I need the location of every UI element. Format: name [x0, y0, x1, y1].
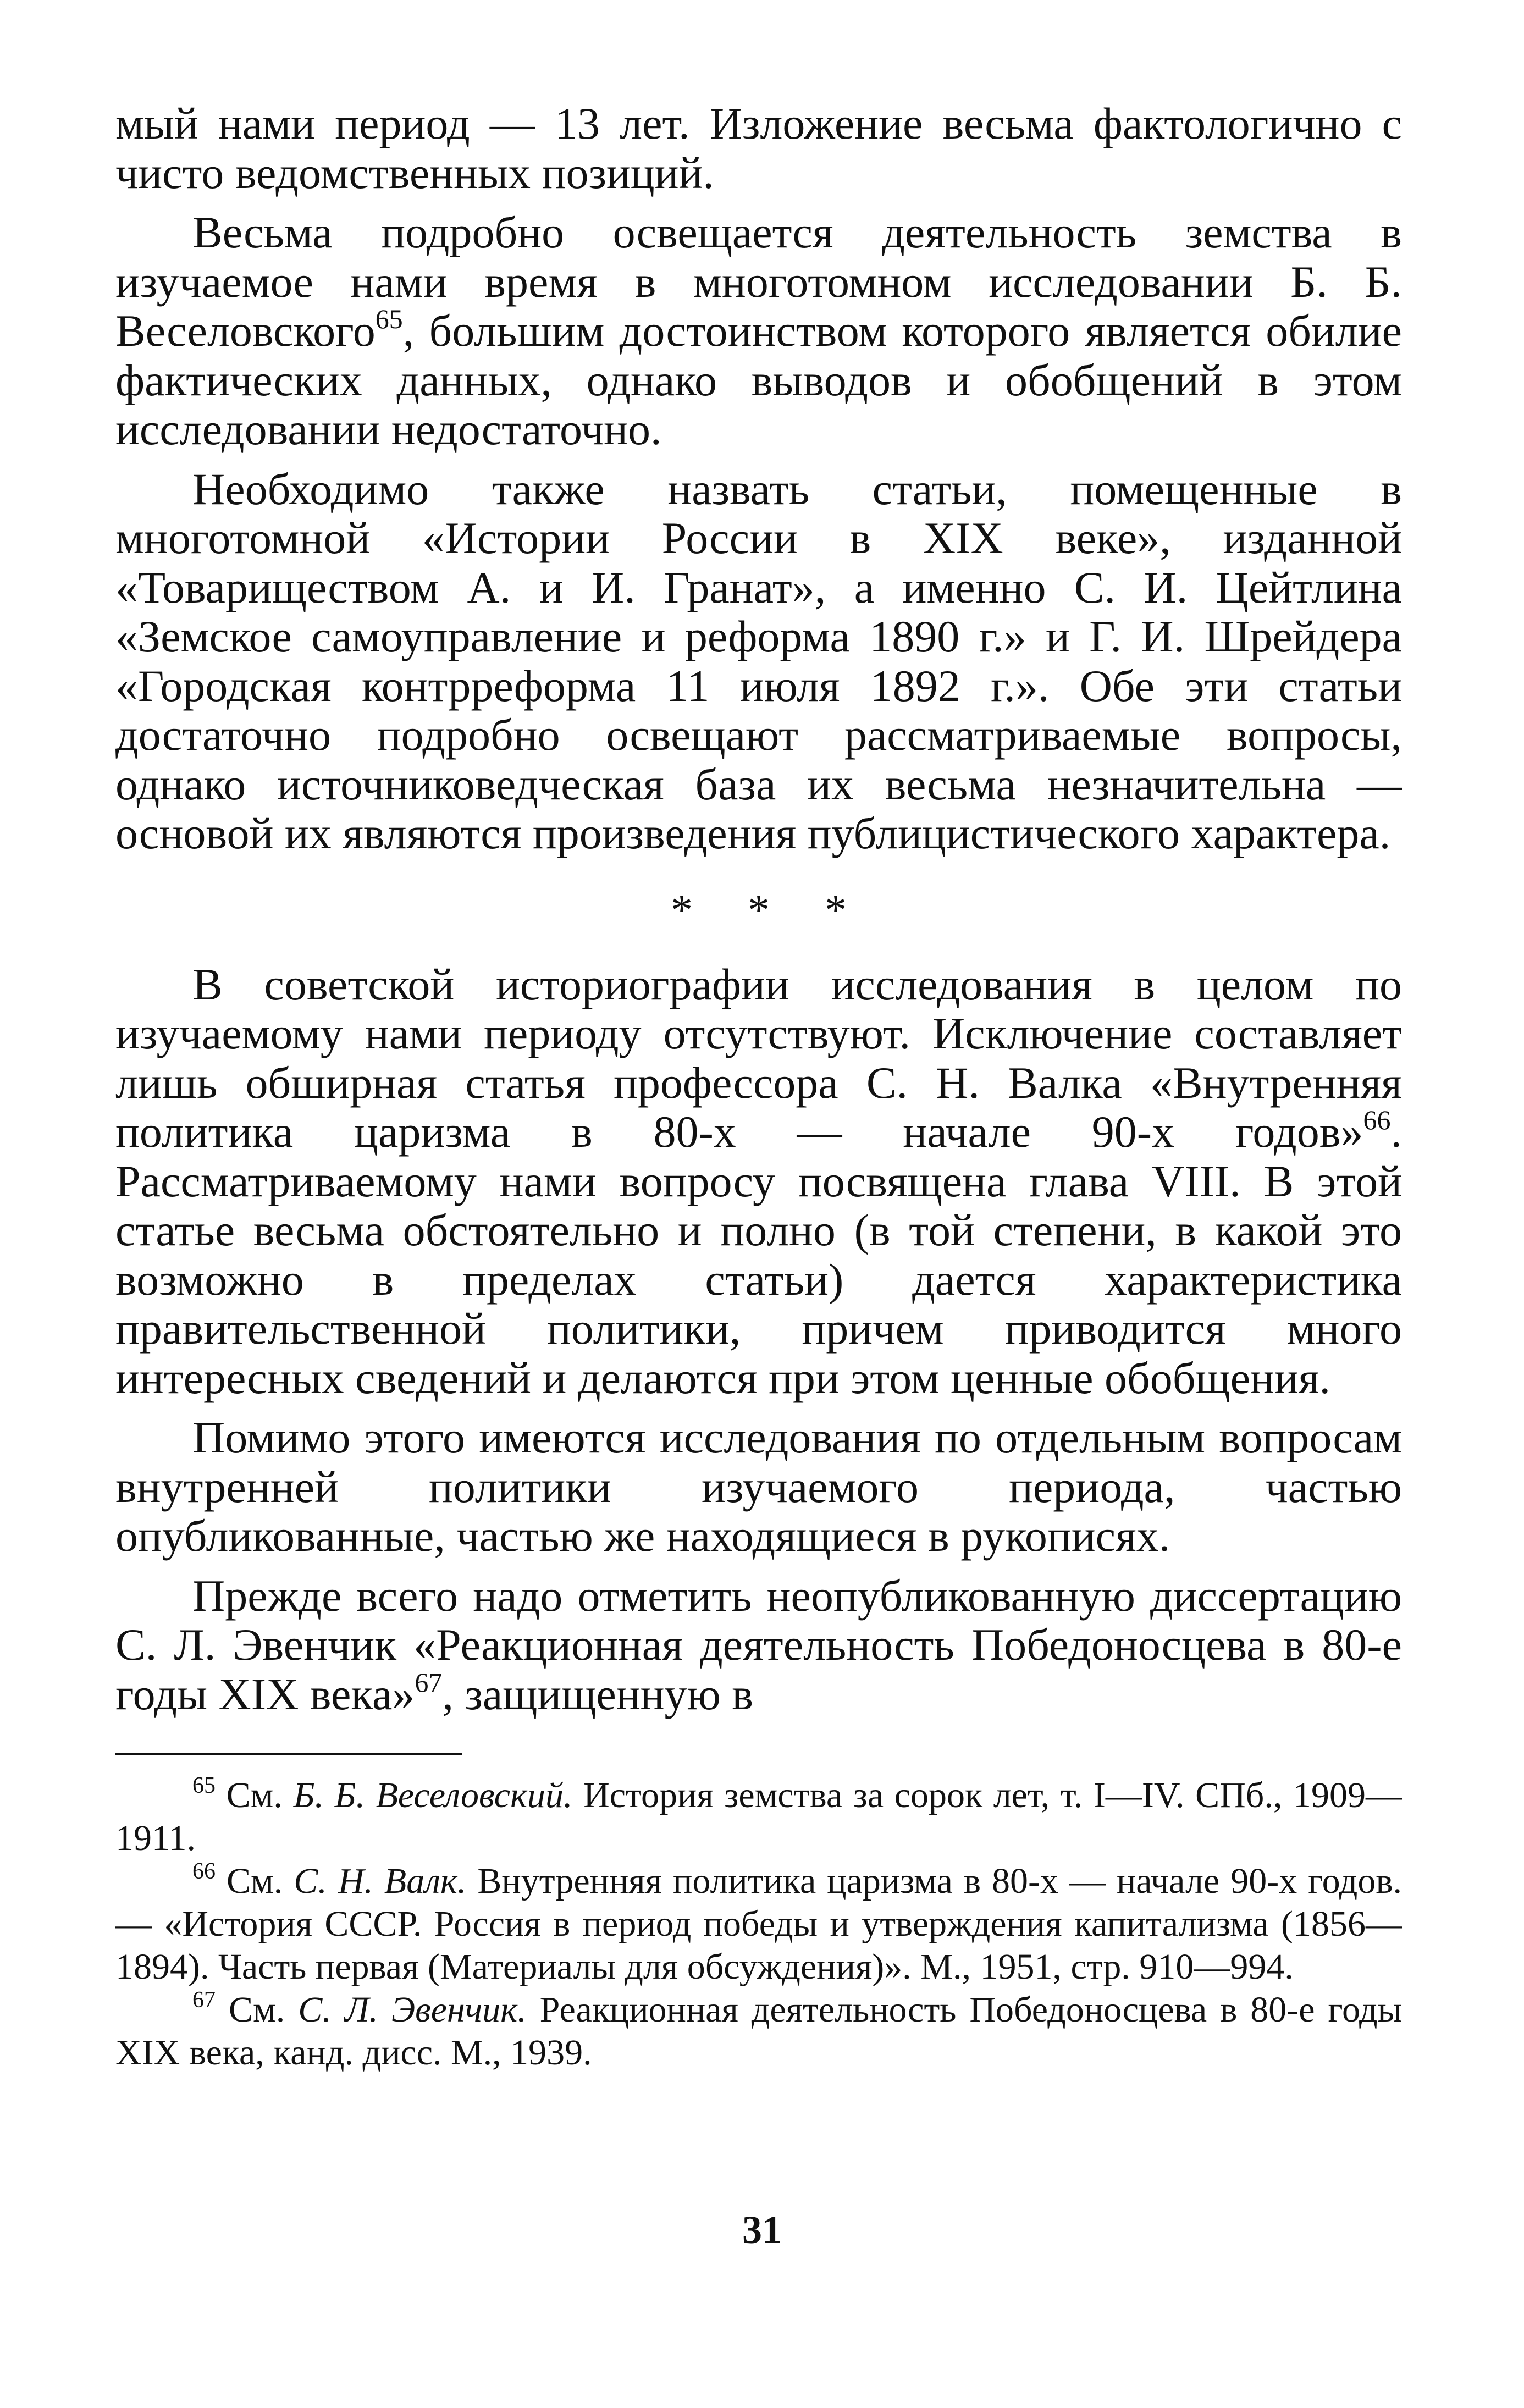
- paragraph: [115, 99, 1402, 197]
- footnote-number: 66: [192, 1859, 216, 1884]
- main-text: [115, 99, 1402, 1719]
- paragraph-text: Прежде всего надо отметить неопубликованную диссертацию С. Л. Эвенчик «Реакционная деятельность Победоносцева в 80-е годы XIX века»: [115, 1570, 1402, 1719]
- paragraph-text: , большим достоинством которого является обилие фактических данных, однако выводов и обобщений в этом исследовании недостаточно.: [115, 306, 1402, 454]
- footnote-text: История земства за сорок лет, т. I—IV. СПб., 1909—1911.: [115, 1775, 1402, 1858]
- footnote-reference: 65: [375, 303, 403, 334]
- paragraph-text: Помимо этого имеются исследования по отдельным вопросам внутренней политики изучаемого периода, частью опубликованные, частью же находящиеся в рукописях.: [115, 1412, 1402, 1561]
- footnote-reference: 66: [1363, 1104, 1391, 1135]
- footnote-author: Б. Б. Веселовский.: [293, 1775, 573, 1815]
- paragraph: [115, 208, 1402, 454]
- footnote-prefix: См.: [216, 1990, 299, 2030]
- paragraph-text: . Рассматриваемому нами вопросу посвящена глава VIII. В этой статье весьма обстоятельно и полно (в той степени, в какой это возможно в пределах статьи) дается характеристика правительственной политики, причем приводится много интересных сведений и делаются при этом ценные обобщения.: [115, 1107, 1402, 1403]
- footnotes: [115, 1774, 1402, 2074]
- footnote-prefix: См.: [216, 1861, 294, 1901]
- paragraphs-top: [115, 99, 1402, 858]
- footnote-65: [115, 1774, 1402, 1860]
- paragraph-text: мый нами период — 13 лет. Изложение весьма фактологично с чисто ведомственных позиций.: [115, 98, 1402, 198]
- section-separator: * * *: [671, 886, 869, 935]
- footnote-number: 65: [192, 1773, 216, 1798]
- footnote-prefix: См.: [216, 1775, 294, 1815]
- footnote-reference: 67: [415, 1666, 443, 1698]
- footnote-67: [115, 1989, 1402, 2074]
- page-content: [115, 99, 1402, 2074]
- footnote-66: [115, 1860, 1402, 1989]
- paragraph: [115, 465, 1402, 858]
- page-number: 31: [742, 2208, 782, 2252]
- footnote-author: С. Н. Валк.: [294, 1861, 467, 1901]
- paragraph-text: , защищенную в: [442, 1669, 754, 1719]
- paragraph-text: В советской историографии исследования в целом по изучаемому нами периоду отсутствуют. Исключение составляет лишь обширная статья профессора С. Н. Валка «Внутренняя политика царизма в 80-х — начале 90-х годов»: [115, 959, 1402, 1157]
- paragraph: [115, 1413, 1402, 1561]
- footnote-text: Реакционная деятельность Победоносцева в 80-е годы XIX века, канд. дисс. М., 1939.: [115, 1990, 1402, 2073]
- paragraph: [115, 960, 1402, 1403]
- paragraph-text: Необходимо также назвать статьи, помещенные в многотомной «Истории России в XIX веке», изданной «Товариществом А. и И. Гранат», а именно С. И. Цейтлина «Земское самоуправление и реформа 1890 г.» и Г. И. Шрейдера «Городская контрреформа 11 июля 1892 г.». Обе эти статьи достаточно подробно освещают рассматриваемые вопросы, однако источниковедческая база их весьма незначительна — основой их являются произведения публицистического характера.: [115, 463, 1402, 858]
- footnote-divider: [115, 1753, 462, 1755]
- footnote-number: 67: [192, 1987, 216, 2013]
- paragraphs-bottom: [115, 960, 1402, 1719]
- footnote-text: Внутренняя политика царизма в 80-х — начале 90-х годов. — «История СССР. Россия в период победы и утверждения капитализма (1856—1894). Часть первая (Материалы для обсуждения)». М., 1951, стр. 910—994.: [115, 1861, 1402, 1987]
- paragraph-text: Весьма подробно освещается деятельность земства в изучаемое нами время в многотомном исследовании Б. Б. Веселовского: [115, 207, 1402, 356]
- footnote-author: С. Л. Эвенчик.: [298, 1990, 527, 2030]
- paragraph: [115, 1571, 1402, 1719]
